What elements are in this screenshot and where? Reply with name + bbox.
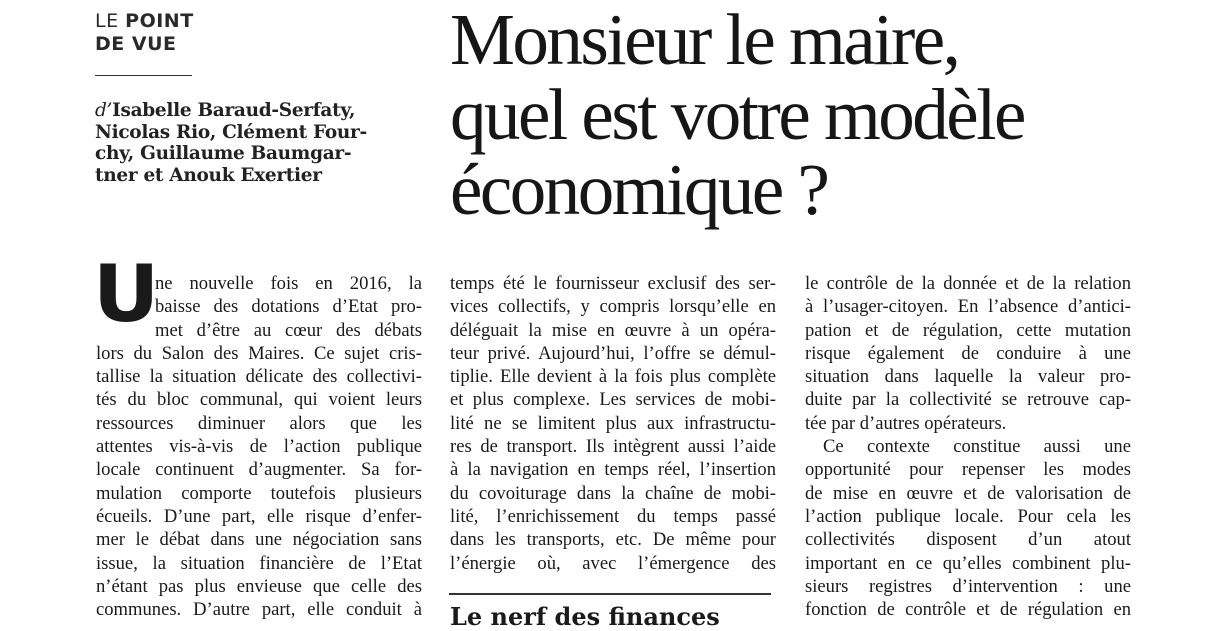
article-line: l’action publique locale. Pour cela les (805, 505, 1131, 527)
section-kicker (95, 10, 194, 56)
article-line: de mise en œuvre et de valorisation de (805, 482, 1131, 504)
article-line: Ce contexte constitue aussi une (823, 436, 1131, 458)
byline-line: chy, Guillaume Baumgar- (95, 143, 352, 164)
subhead-divider (449, 593, 771, 595)
byline-prefix: d’ (95, 100, 113, 121)
headline-line: quel est votre modèle (450, 74, 1024, 155)
article-line: écueils. D’une part, elle risque d’enfer- (96, 505, 422, 527)
headline-line: économique ? (450, 149, 828, 230)
article-line: n’étant pas plus envieuse que celle des (96, 575, 422, 597)
article-line: communes. D’autre part, elle conduit à (96, 599, 422, 621)
article-line: lors du Salon des Maires. Ce sujet cris- (96, 342, 422, 364)
article-line: mulation comporte toutefois plusieurs (96, 482, 422, 504)
article-line: temps été le fournisseur exclusif des ser- (450, 273, 776, 294)
article-line: à l’usager-citoyen. En l’absence d’antici- (805, 296, 1131, 318)
article-line: l’énergie où, avec l’émergence des (450, 552, 776, 574)
article-line: collectivités disposent d’un atout (805, 529, 1131, 551)
article-line: sieurs registres d’intervention : une (805, 575, 1131, 597)
byline-line: tner et Anouk Exertier (95, 164, 322, 186)
headline (450, 0, 1024, 230)
article-column-3 (805, 272, 1131, 621)
article-line: ne nouvelle fois en 2016, la (155, 273, 422, 294)
drop-cap (92, 250, 160, 340)
article-line: attentes vis-à-vis de l’action publique (96, 436, 422, 458)
article-line: tiplie. Elle devient à la fois plus complète (450, 366, 776, 388)
kicker-light: LE (95, 10, 119, 32)
article-line: locale continuent d’augmenter. Sa for- (96, 459, 422, 481)
byline (95, 100, 367, 186)
article-line: ressources diminuer alors que les (96, 412, 422, 434)
article-line: à la navigation en temps réel, l’insertion (450, 459, 776, 481)
article-line: opportunité pour repenser les modes (805, 459, 1131, 481)
byline-line: Isabelle Baraud-Serfaty, (112, 100, 356, 121)
article-column-2 (450, 272, 776, 575)
article-line: tés du bloc communal, qui voient leurs (96, 389, 422, 411)
article-line: déléguait la mise en œuvre à un opéra- (450, 319, 776, 341)
article-line: tallise la situation délicate des collectivi- (96, 366, 422, 388)
kicker-divider (95, 75, 192, 76)
kicker-bold-2: DE VUE (95, 33, 177, 55)
article-line: du covoiturage dans la chaîne de mobi- (450, 482, 776, 504)
article-line: fonction de contrôle et de régulation en (805, 599, 1131, 621)
article-line: important en ce qu’elles combinent plu- (805, 552, 1131, 574)
article-line: tée par d’autres opérateurs. (805, 412, 1007, 434)
subheading: Le nerf des finances (450, 602, 720, 631)
article-line: teur privé. Aujourd’hui, l’offre se démul- (450, 342, 776, 364)
article-line: duite par la collectivité se retrouve cap- (805, 389, 1131, 411)
article-column-1 (92, 250, 422, 621)
kicker-bold: POINT (125, 10, 194, 32)
article-line: et plus complexe. Les services de mobi- (450, 389, 776, 411)
article-line: le contrôle de la donnée et de la relation (805, 273, 1131, 294)
article-line: met d’être au cœur des débats (155, 319, 422, 341)
headline-line: Monsieur le maire, (450, 0, 959, 80)
article-line: issue, la situation financière de l’Etat (96, 552, 422, 574)
article-line: risque également de conduire à une (805, 342, 1131, 364)
drop-cap-letter: U (92, 250, 160, 340)
article-line: situation dans laquelle la valeur pro- (805, 366, 1131, 388)
article-line: vices collectifs, y compris lorsqu’elle en (450, 296, 776, 318)
article-line: lité, l’enrichissement du temps passé (450, 505, 776, 527)
article-line: res de transport. Ils intègrent aussi l’aide (450, 436, 776, 458)
byline-line: Nicolas Rio, Clément Four- (95, 121, 367, 143)
article-line: mer le débat dans une négociation sans (96, 529, 422, 551)
article-line: baisse des dotations d’Etat pro- (155, 296, 422, 318)
article-line: pation et de régulation, cette mutation (805, 319, 1131, 341)
article-line: dans les transports, etc. De même pour (450, 529, 776, 551)
article-line: lité ne se limitent plus aux infrastructu- (450, 412, 776, 434)
